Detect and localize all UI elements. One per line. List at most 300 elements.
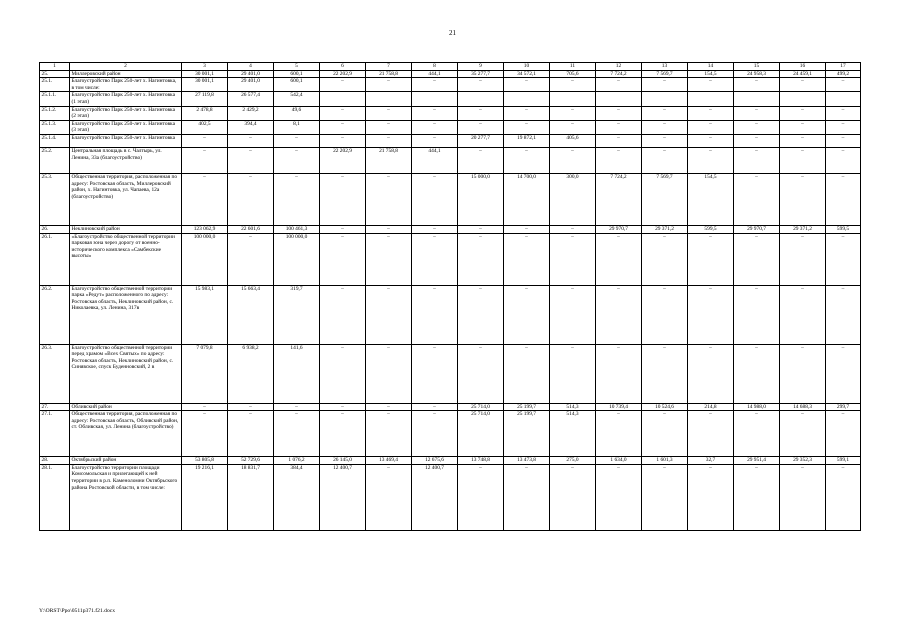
value-cell: – [642,120,688,134]
value-cell: – [780,344,826,403]
header-cell: 17 [826,63,861,71]
value-cell: – [504,106,550,120]
value-cell: – [596,285,642,344]
header-cell: 10 [504,63,550,71]
row-name-cell: Общественная территория, расположенная по адресу: Ростовская область, Обливский район, ст. Обливская, ул. Ленина (благоустройство) [70,411,182,457]
value-cell: – [274,147,320,173]
row-number-cell: 25.1.3. [40,120,70,134]
value-cell: 100 461,3 [274,225,320,233]
value-cell: – [320,285,366,344]
value-cell: 30 001,1 [182,70,228,78]
table-row [40,120,861,134]
value-cell: 12 675,6 [412,457,458,465]
value-cell: – [412,233,458,285]
value-cell: 25 714,0 [458,403,504,411]
value-cell: – [366,464,412,530]
table-row [40,464,861,530]
table-row [40,92,861,106]
table-row [40,106,861,120]
value-cell: 600,1 [274,78,320,92]
row-number-cell: 25.2. [40,147,70,173]
value-cell: 29 401,0 [228,70,274,78]
value-cell: – [458,344,504,403]
row-number-cell: 25.1.2. [40,106,70,120]
value-cell: 599,5 [826,225,861,233]
value-cell: 29 970,7 [734,225,780,233]
value-cell: – [688,78,734,92]
value-cell: – [458,285,504,344]
header-cell: 15 [734,63,780,71]
header-cell: 16 [780,63,826,71]
value-cell: 300,0 [550,173,596,225]
table-row [40,173,861,225]
value-cell: 405,6 [550,134,596,147]
row-number-cell: 26.3. [40,344,70,403]
value-cell: – [826,147,861,173]
value-cell: – [642,78,688,92]
table-row [40,403,861,411]
value-cell: 7 569,7 [642,173,688,225]
value-cell: 34 572,1 [504,70,550,78]
value-cell: – [274,411,320,457]
value-cell: – [366,78,412,92]
budget-table [39,62,861,531]
value-cell: 7 724,2 [596,173,642,225]
value-cell: 123 062,9 [182,225,228,233]
value-cell: – [734,344,780,403]
value-cell: – [320,344,366,403]
value-cell: 499,2 [826,70,861,78]
value-cell: 514,3 [550,403,596,411]
value-cell: – [320,173,366,225]
value-cell: 52 729,6 [228,457,274,465]
value-cell: – [412,173,458,225]
table-row [40,411,861,457]
value-cell: – [826,173,861,225]
value-cell: – [550,225,596,233]
value-cell: 14 688,3 [780,403,826,411]
value-cell [642,92,688,106]
value-cell: 275,0 [550,457,596,465]
value-cell: 10 739,4 [596,403,642,411]
value-cell: 19 216,1 [182,464,228,530]
value-cell: 214,8 [688,403,734,411]
value-cell: 35 277,7 [458,70,504,78]
value-cell: – [182,134,228,147]
header-cell: 6 [320,63,366,71]
row-name-cell: Благоустройство Парк 250-лет х. Нагинтовка (1 этап) [70,92,182,106]
value-cell: 154,5 [688,173,734,225]
value-cell: – [182,403,228,411]
row-number-cell: 25.3. [40,173,70,225]
value-cell: – [596,78,642,92]
value-cell: 8,1 [274,120,320,134]
value-cell: – [274,403,320,411]
value-cell: 6 938,2 [228,344,274,403]
file-path-footer: Y:\ORST\Ppo\0511p371.f21.docx [39,608,116,614]
value-cell: 12 400,7 [412,464,458,530]
value-cell: 7 079,8 [182,344,228,403]
value-cell: – [826,233,861,285]
value-cell: 18 831,7 [228,464,274,530]
value-cell: – [366,233,412,285]
value-cell: – [228,403,274,411]
value-cell: – [642,344,688,403]
value-cell: – [642,464,688,530]
value-cell: – [320,120,366,134]
row-name-cell: Благоустройство территории площади Комсомольская и прилегающей к ней территории в р.п. Каменоломни Октябрьского района Ростовской области, в том числе: [70,464,182,530]
value-cell: 100 000,0 [274,233,320,285]
row-number-cell: 25.1.1. [40,92,70,106]
row-name-cell: Центральная площадь в с. Чалтырь, ул. Ленина, 33а (благоустройство) [70,147,182,173]
value-cell: – [688,106,734,120]
value-cell: – [458,120,504,134]
value-cell: – [688,120,734,134]
table-row [40,78,861,92]
value-cell: 24 459,1 [780,70,826,78]
row-name-cell: Благоустройство общественной территории перед храмом «Всех Святых» по адресу: Ростовская область, Неклиновский район, с. Синявское, спуск Буденновский, 2 в [70,344,182,403]
value-cell: – [780,464,826,530]
value-cell: – [504,120,550,134]
value-cell: 141,6 [274,344,320,403]
value-cell: 402,5 [182,120,228,134]
value-cell: – [688,411,734,457]
value-cell: 1 601,3 [642,457,688,465]
value-cell: – [596,106,642,120]
row-number-cell: 26.2. [40,285,70,344]
value-cell: 10 524,6 [642,403,688,411]
value-cell: – [734,233,780,285]
value-cell: – [274,173,320,225]
value-cell: – [182,411,228,457]
value-cell: 30 001,1 [182,78,228,92]
value-cell: – [182,173,228,225]
header-cell: 5 [274,63,320,71]
value-cell: 100 000,0 [182,233,228,285]
value-cell: 25 714,0 [458,411,504,457]
row-name-cell: Октябрьский район [70,457,182,465]
value-cell: – [780,285,826,344]
table-row [40,285,861,344]
value-cell: 20 277,7 [458,134,504,147]
value-cell: 394,4 [228,120,274,134]
row-number-cell: 28.1. [40,464,70,530]
value-cell: – [320,134,366,147]
value-cell: – [366,134,412,147]
row-number-cell: 25.1. [40,78,70,92]
value-cell: – [734,173,780,225]
value-cell: – [780,120,826,134]
value-cell: 705,6 [550,70,596,78]
value-cell: – [320,106,366,120]
value-cell: – [504,285,550,344]
value-cell: – [734,78,780,92]
value-cell: – [366,173,412,225]
value-cell: – [412,411,458,457]
value-cell: 444,1 [412,147,458,173]
value-cell: – [504,147,550,173]
value-cell: – [688,147,734,173]
value-cell: – [412,78,458,92]
value-cell: – [734,285,780,344]
value-cell: 12 400,7 [320,464,366,530]
value-cell: – [642,147,688,173]
row-name-cell: Благоустройство Парк 250-лет х. Нагинтовка [70,134,182,147]
value-cell: 22 202,9 [320,147,366,173]
value-cell: 299,7 [826,403,861,411]
header-cell: 9 [458,63,504,71]
value-cell: 384,4 [274,464,320,530]
value-cell: 53 805,8 [182,457,228,465]
table-row [40,233,861,285]
value-cell: 7 569,7 [642,70,688,78]
value-cell: – [688,285,734,344]
value-cell: 13 473,8 [504,457,550,465]
row-name-cell: Благоустройство Парк 250-лет х. Нагинтовка, в том числе: [70,78,182,92]
value-cell: 29 352,3 [780,457,826,465]
value-cell: 154,5 [688,70,734,78]
value-cell: 2 478,8 [182,106,228,120]
value-cell: – [320,403,366,411]
value-cell: – [688,344,734,403]
value-cell: 25 199,7 [504,403,550,411]
value-cell: – [826,120,861,134]
header-cell: 13 [642,63,688,71]
row-number-cell: 26.1. [40,233,70,285]
value-cell: 19 872,1 [504,134,550,147]
value-cell: – [826,344,861,403]
value-cell: – [780,106,826,120]
value-cell: – [412,285,458,344]
value-cell: 29 970,7 [596,225,642,233]
table-row [40,344,861,403]
value-cell: 25 199,7 [504,411,550,457]
value-cell: 319,7 [274,285,320,344]
value-cell: 1 634,0 [596,457,642,465]
value-cell [596,92,642,106]
header-cell: 8 [412,63,458,71]
value-cell: 599,1 [826,457,861,465]
value-cell: – [458,225,504,233]
header-cell: 11 [550,63,596,71]
value-cell: – [366,120,412,134]
row-number-cell: 25.1.4. [40,134,70,147]
value-cell: – [504,78,550,92]
value-cell: 32,7 [688,457,734,465]
value-cell: – [366,106,412,120]
header-cell: 2 [70,63,182,71]
value-cell: 29 371,2 [780,225,826,233]
value-cell: – [596,233,642,285]
value-cell: – [458,233,504,285]
value-cell: – [458,147,504,173]
value-cell: 514,3 [550,411,596,457]
header-cell: 14 [688,63,734,71]
row-name-cell: Благоустройство общественной территории парка «Редут» расположенного по адресу: Ростовская область, Неклиновский район, с. Николаевка, ул. Ленина, 317в [70,285,182,344]
value-cell: – [596,344,642,403]
value-cell [734,92,780,106]
value-cell: – [550,233,596,285]
value-cell [366,92,412,106]
value-cell: – [458,78,504,92]
value-cell: – [826,464,861,530]
value-cell: 21 758,8 [366,70,412,78]
value-cell: – [688,464,734,530]
budget-table-container [39,62,848,531]
row-number-cell: 28. [40,457,70,465]
value-cell: 599,5 [688,225,734,233]
value-cell: – [550,106,596,120]
row-name-cell: Общественная территория, расположенная по адресу: Ростовская область, Миллеровский район, х. Нагинтовка, ул. Чапаева, 12а (благоустройство) [70,173,182,225]
value-cell: – [780,78,826,92]
value-cell: – [780,134,826,147]
row-name-cell: Миллеровский район [70,70,182,78]
value-cell: – [366,344,412,403]
value-cell [688,92,734,106]
value-cell: 542,4 [274,92,320,106]
value-cell [780,92,826,106]
value-cell: – [228,233,274,285]
value-cell: 27 119,8 [182,92,228,106]
value-cell: – [826,106,861,120]
value-cell: – [412,344,458,403]
row-number-cell: 27. [40,403,70,411]
value-cell: 26 145,0 [320,457,366,465]
row-name-cell: Благоустройство Парк 250-лет х. Нагинтовка (3 этап) [70,120,182,134]
value-cell: 15 000,0 [458,173,504,225]
value-cell: 24 958,3 [734,70,780,78]
value-cell: – [458,106,504,120]
value-cell: – [596,147,642,173]
value-cell: – [780,173,826,225]
value-cell: – [642,106,688,120]
value-cell: – [826,411,861,457]
header-cell: 1 [40,63,70,71]
value-cell: – [228,134,274,147]
value-cell: 13 748,8 [458,457,504,465]
row-name-cell: Благоустройство Парк 250-лет х. Нагинтовка (2 этап) [70,106,182,120]
value-cell: 29 401,0 [228,78,274,92]
value-cell: – [228,411,274,457]
header-row [40,63,861,71]
value-cell: – [504,225,550,233]
value-cell: 13 469,4 [366,457,412,465]
value-cell: – [228,173,274,225]
value-cell: – [320,411,366,457]
value-cell: – [366,411,412,457]
value-cell [412,92,458,106]
value-cell [458,92,504,106]
value-cell: 15 983,1 [182,285,228,344]
value-cell: – [550,464,596,530]
value-cell: 14 700,0 [504,173,550,225]
value-cell: 600,1 [274,70,320,78]
value-cell: – [366,403,412,411]
value-cell: 7 724,2 [596,70,642,78]
value-cell: 14 988,0 [734,403,780,411]
value-cell [504,92,550,106]
value-cell: – [550,344,596,403]
page-number: 21 [449,29,456,37]
value-cell: 2 429,2 [228,106,274,120]
value-cell: – [734,120,780,134]
value-cell: – [826,285,861,344]
value-cell: – [826,78,861,92]
value-cell: – [734,464,780,530]
value-cell: – [734,147,780,173]
table-row [40,225,861,233]
header-cell: 4 [228,63,274,71]
value-cell: 22 202,9 [320,70,366,78]
value-cell: – [550,285,596,344]
value-cell: – [596,464,642,530]
value-cell: – [550,120,596,134]
value-cell: – [780,233,826,285]
value-cell: – [320,225,366,233]
value-cell: 29 371,2 [642,225,688,233]
value-cell: – [366,225,412,233]
row-number-cell: 27.1. [40,411,70,457]
value-cell: – [366,285,412,344]
row-name-cell: Неклиновский район [70,225,182,233]
value-cell: – [412,225,458,233]
value-cell [826,92,861,106]
value-cell: – [550,147,596,173]
value-cell: – [412,403,458,411]
row-number-cell: 26. [40,225,70,233]
value-cell: – [780,411,826,457]
value-cell: – [734,106,780,120]
value-cell [320,92,366,106]
value-cell: – [642,411,688,457]
value-cell: – [320,78,366,92]
value-cell: 15 663,4 [228,285,274,344]
value-cell: – [550,78,596,92]
value-cell: – [734,134,780,147]
value-cell: – [504,344,550,403]
value-cell: – [688,134,734,147]
row-name-cell: «Благоустройство общественной территории парковая зона через дорогу от военно-исторического комплекса «Самбекские высоты» [70,233,182,285]
value-cell: 444,1 [412,70,458,78]
value-cell: 29 951,4 [734,457,780,465]
value-cell: – [642,285,688,344]
value-cell: – [412,134,458,147]
value-cell: 22 601,6 [228,225,274,233]
table-row [40,147,861,173]
value-cell: 21 758,8 [366,147,412,173]
value-cell: – [642,233,688,285]
value-cell: – [596,411,642,457]
table-row [40,70,861,78]
value-cell: – [228,147,274,173]
table-row [40,134,861,147]
value-cell: – [596,120,642,134]
value-cell: – [504,464,550,530]
row-number-cell: 25. [40,70,70,78]
value-cell: – [274,134,320,147]
value-cell: 26 577,4 [228,92,274,106]
value-cell: – [826,134,861,147]
value-cell: – [734,411,780,457]
value-cell: – [504,233,550,285]
value-cell: – [458,464,504,530]
row-name-cell: Обливский район [70,403,182,411]
value-cell: – [642,134,688,147]
value-cell [550,92,596,106]
header-cell: 7 [366,63,412,71]
value-cell: – [780,147,826,173]
header-cell: 12 [596,63,642,71]
